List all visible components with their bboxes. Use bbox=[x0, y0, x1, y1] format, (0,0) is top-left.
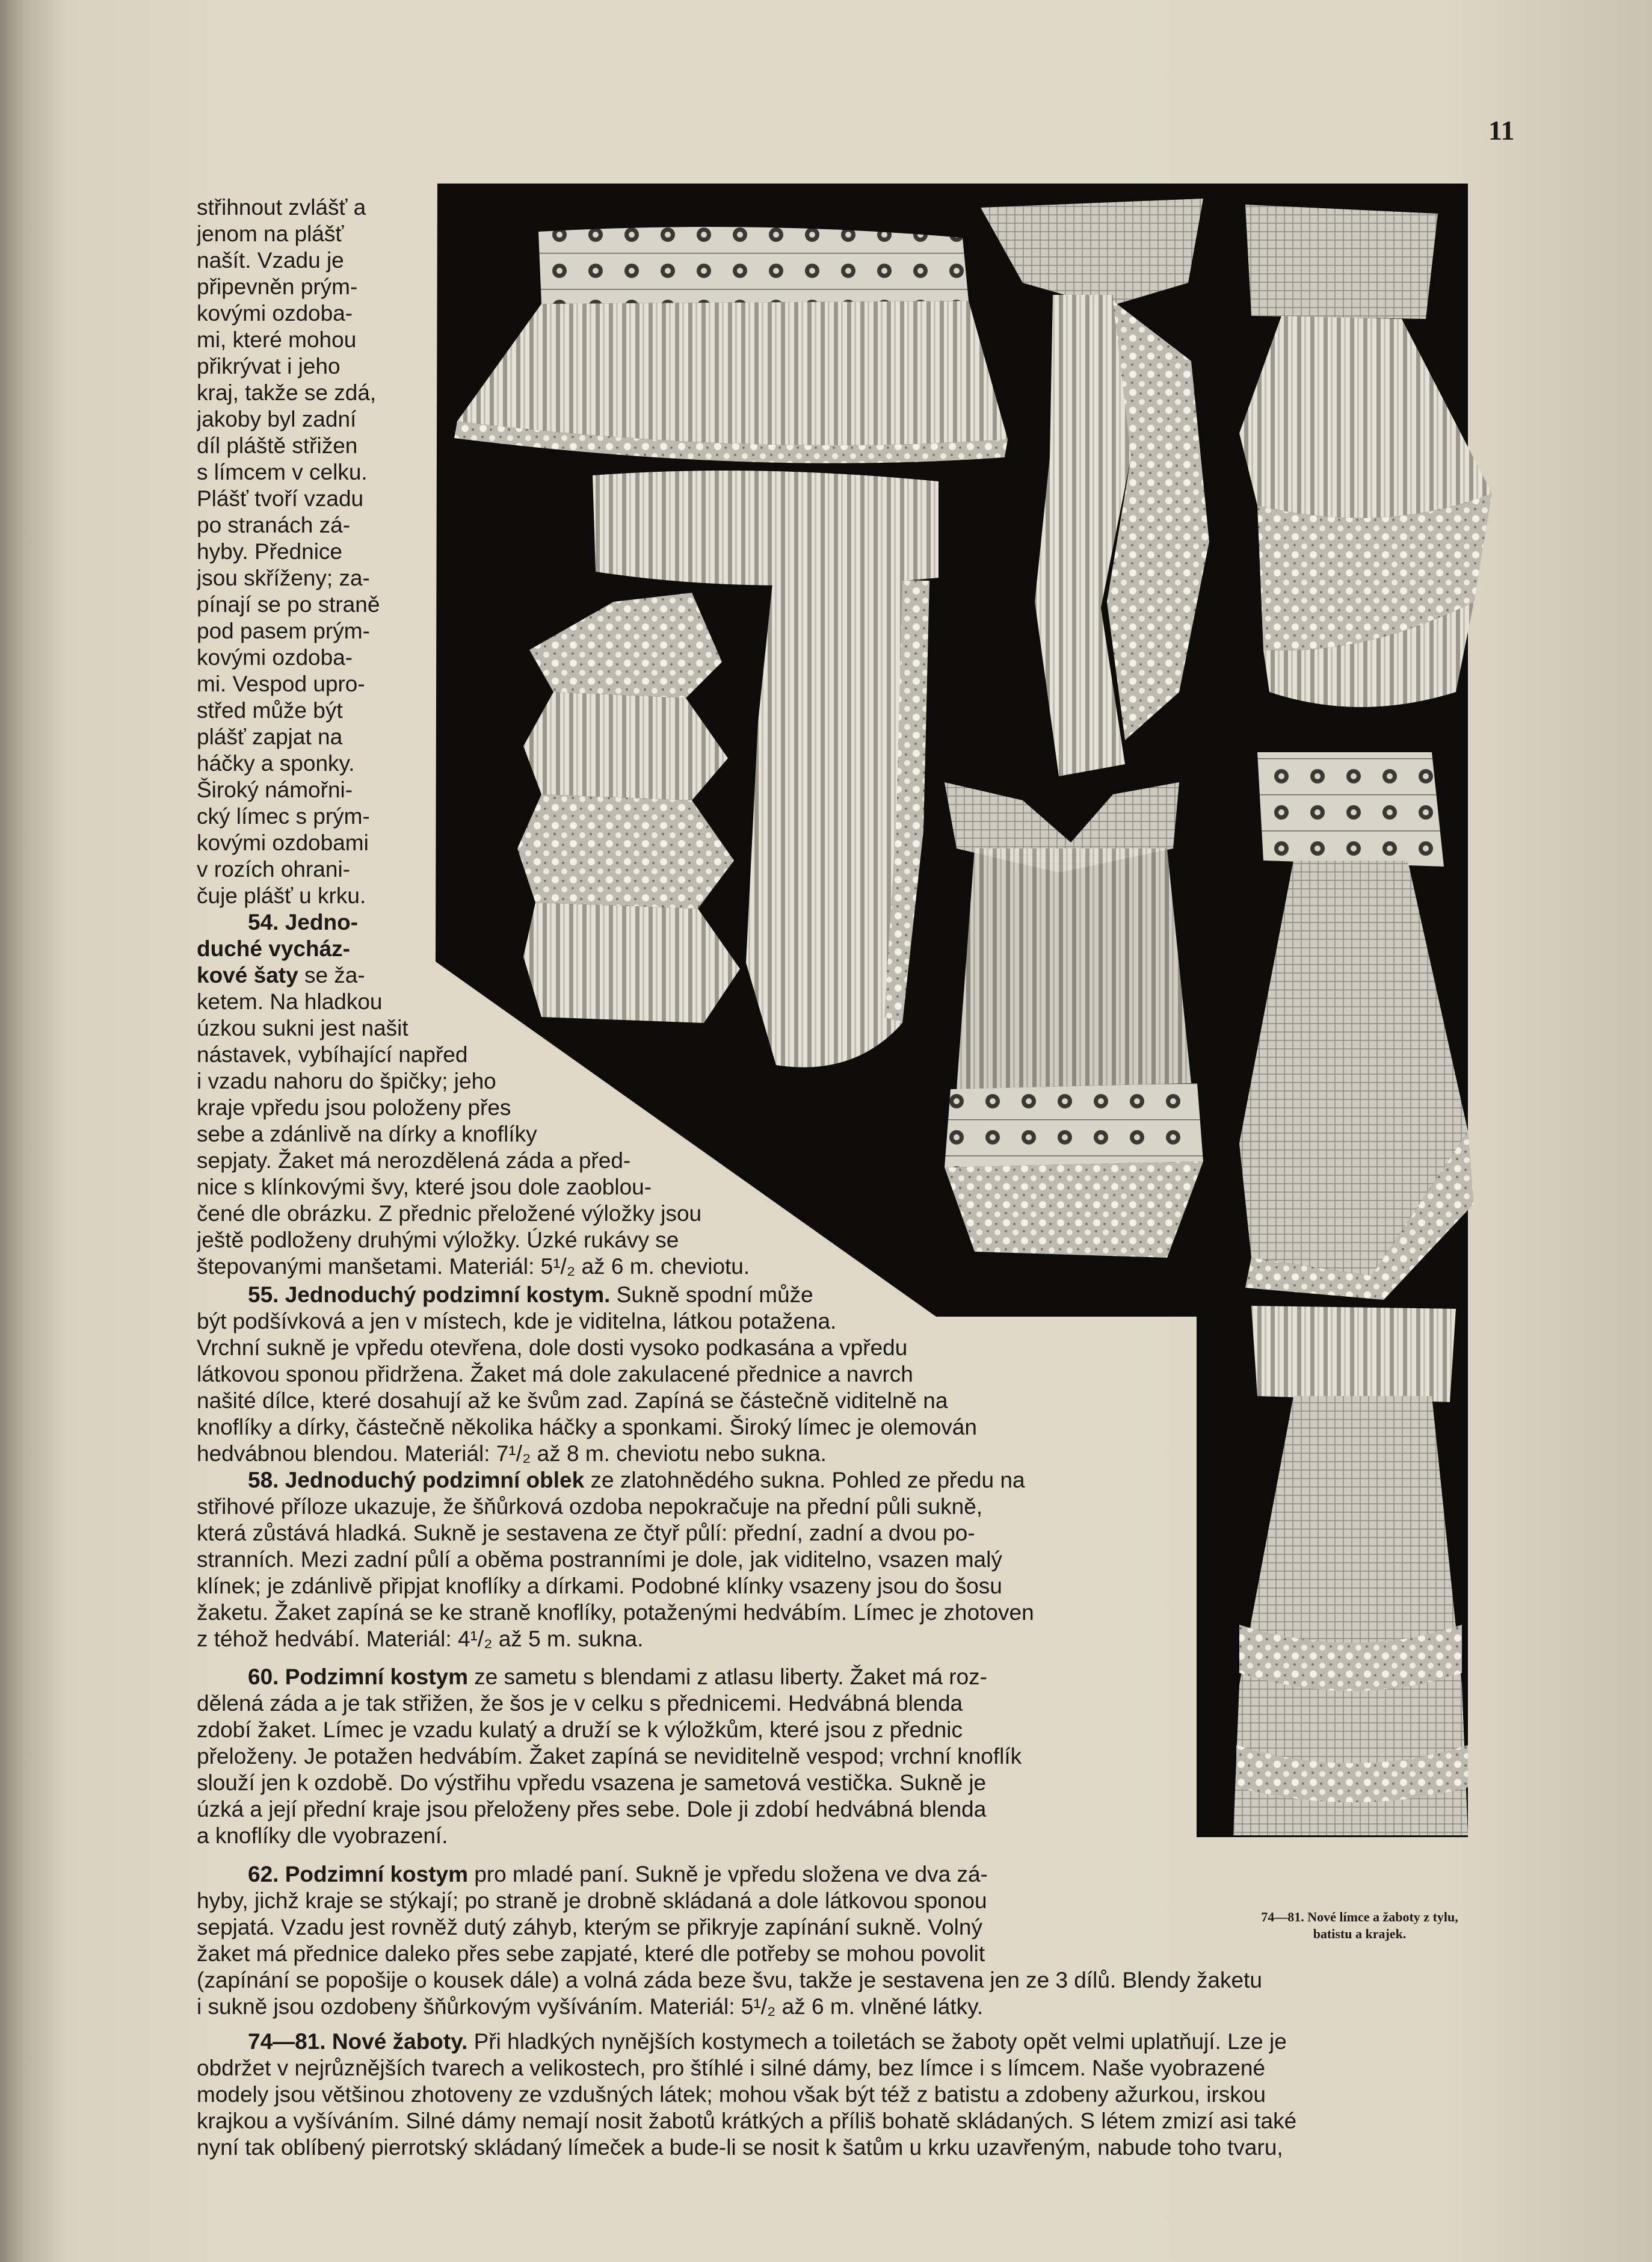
section-heading-line bbox=[248, 1861, 1198, 1888]
section-heading-line bbox=[248, 1664, 1198, 1691]
text-line: být podšívková a jen v místech, kde je viditelna, látkou potažena. bbox=[197, 1309, 837, 1333]
text-line: Široký námořni- bbox=[197, 777, 353, 802]
caption-line: batistu a krajek. bbox=[1313, 1926, 1407, 1941]
jabot-figure-79 bbox=[945, 782, 1203, 1258]
text-line: látkovou sponou přidržena. Žaket má dole zakulacené přednice a navrch bbox=[197, 1362, 913, 1386]
section-title: duché vycház- bbox=[197, 936, 350, 961]
text-line: úzkou sukni jest našit bbox=[197, 1016, 408, 1040]
text-line: čené dle obrázku. Z přednic přeložené výložky jsou bbox=[197, 1201, 702, 1226]
section-title: Jedno- bbox=[285, 910, 358, 935]
text-line: a knoflíky dle vyobrazení. bbox=[197, 1823, 448, 1848]
text-line: i vzadu nahoru do špičky; jeho bbox=[197, 1069, 496, 1093]
text-line: v rozích ohrani- bbox=[197, 857, 350, 882]
text-line: háčky a sponky. bbox=[197, 751, 355, 776]
text-line: střihnout zvlášť a bbox=[197, 195, 366, 220]
text-line: knoflíky a dírky, částečně několika háčky a sponkami. Široký límec je olemován bbox=[197, 1415, 977, 1439]
text-line: která zůstává hladká. Sukně je sestavena ze čtyř půlí: přední, zadní a dvou po- bbox=[197, 1521, 975, 1545]
section-number: 58. bbox=[248, 1468, 279, 1492]
section-number: 54. bbox=[248, 910, 279, 935]
section-number: 62. bbox=[248, 1862, 279, 1887]
section-heading-line bbox=[248, 2029, 1517, 2056]
text-line: jenom na plášť bbox=[197, 221, 344, 246]
text-line: ještě podloženy druhými výložky. Úzké rukávy se bbox=[197, 1228, 679, 1252]
text-line: nástavek, vybíhající napřed bbox=[197, 1042, 468, 1067]
text-line: našité dílce, které dosahují až ke švům zad. Zapíná se částečně viditelně na bbox=[197, 1388, 948, 1413]
text-line: i sukně jsou ozdobeny šňůrkovým vyšíváním. Materiál: 5¹/₂ až 6 m. vlněné látky. bbox=[197, 1994, 984, 2019]
text-line: Sukně spodní může bbox=[610, 1282, 813, 1307]
text-line: pro mladé paní. Sukně je vpředu složena ve dva zá- bbox=[468, 1862, 988, 1887]
section-number: 55. bbox=[248, 1282, 279, 1307]
text-line: kovými ozdoba- bbox=[197, 301, 353, 326]
text-line: střed může být bbox=[197, 698, 343, 723]
text-line: ze zlatohnědého sukna. Pohled ze předu na bbox=[584, 1468, 1025, 1492]
text-line: štepovanými manšetami. Materiál: 5¹/₂ až 6 m. cheviotu. bbox=[197, 1254, 750, 1279]
section-number: 74—81. bbox=[248, 2029, 326, 2054]
text-line: ketem. Na hladkou bbox=[197, 989, 383, 1014]
text-line: zdobí žaket. Límec je vzadu kulatý a druží se k výložkům, které jsou z přednic bbox=[197, 1717, 963, 1742]
text-line: kovými ozdoba- bbox=[197, 645, 353, 670]
text-line: kraj, takže se zdá, bbox=[197, 380, 377, 405]
section-title: Nové žaboty. bbox=[331, 2029, 468, 2054]
text-line: přikrývat i jeho bbox=[197, 354, 341, 379]
figure-caption bbox=[1197, 1909, 1522, 1942]
text-line: po stranách zá- bbox=[197, 513, 351, 537]
section-number: 60. bbox=[248, 1664, 279, 1689]
text-line: krajkou a vyšíváním. Silné dámy nemají nosit žabotů krátkých a příliš bohatě skládaných. S létem zmizí asi také bbox=[197, 2109, 1297, 2133]
text-line: hedvábnou blendou. Materiál: 7¹/₂ až 8 m. cheviotu nebo sukna. bbox=[197, 1441, 827, 1466]
text-line: stranních. Mezi zadní půlí a oběma postranními je dole, jak viditelno, vsazen malý bbox=[197, 1547, 1002, 1572]
text-line: úzká a její přední kraje jsou přeloženy přes sebe. Dole ji zdobí hedvábná blenda bbox=[197, 1797, 987, 1822]
section-heading-line bbox=[248, 1282, 1150, 1309]
text-line: plášť zapjat na bbox=[197, 725, 343, 749]
text-line: se ža- bbox=[298, 963, 365, 987]
text-line: přeloženy. Je potažen hedvábím. Žaket zapíná se neviditelně vespod; vrchní knoflík bbox=[197, 1744, 1022, 1769]
text-line: Při hladkých nynějších kostymech a toiletách se žaboty opět velmi uplatňují. Lze je bbox=[467, 2029, 1287, 2054]
text-line: díl pláště střižen bbox=[197, 433, 358, 458]
text-line: obdržet v nejrůznějších tvarech a velikostech, pro štíhlé i silné dámy, bez límce i s límcem. Naše vyobrazené bbox=[197, 2056, 1266, 2080]
text-line: našít. Vzadu je bbox=[197, 248, 344, 273]
text-line: z téhož hedvábí. Materiál: 4¹/₂ až 5 m. sukna. bbox=[197, 1627, 644, 1651]
section-title: Jednoduchý podzimní oblek bbox=[285, 1468, 585, 1492]
text-line: jsou skříženy; za- bbox=[197, 566, 370, 590]
text-line: sepjatá. Vzadu jest rovněž dutý záhyb, kterým se přikryje zapínání sukně. Volný bbox=[197, 1915, 982, 1939]
text-line: žaket má přednice daleko přes sebe zapjaté, které dle potřeby se mohou povolit bbox=[197, 1941, 985, 1966]
text-line: Vrchní sukně je vpředu otevřena, dole dosti vysoko podkasána a vpředu bbox=[197, 1335, 908, 1360]
text-line: pínají se po straně bbox=[197, 592, 380, 617]
text-line: slouží jen k ozdobě. Do výstřihu vpředu vsazena je sametová vestička. Sukně je bbox=[197, 1770, 987, 1795]
section-heading-line bbox=[248, 909, 410, 936]
jabot-figure-80 bbox=[1239, 752, 1474, 1300]
text-line: jakoby byl zadní bbox=[197, 407, 357, 431]
text-line: hyby. Přednice bbox=[197, 539, 342, 564]
caption-line: 74—81. Nové límce a žaboty z tylu, bbox=[1261, 1909, 1458, 1924]
text-line: hyby, jichž kraje se stýkají; po straně je drobně skládaná a dole látkovou sponou bbox=[197, 1888, 987, 1913]
text-line: mi, které mohou bbox=[197, 327, 357, 352]
page-number: 11 bbox=[1488, 115, 1515, 146]
section-title: Podzimní kostym bbox=[285, 1862, 468, 1887]
text-line: modely jsou většinou zhotoveny ze vzdušných látek; mohou však být též z batistu a zdobeny ažurkou, irskou bbox=[197, 2082, 1266, 2107]
section-title: Podzimní kostym bbox=[285, 1664, 468, 1689]
section-title: Jednoduchý podzimní kostym. bbox=[285, 1282, 611, 1307]
text-line: cký límec s prým- bbox=[197, 804, 370, 829]
text-line: čuje plášť u krku. bbox=[197, 883, 366, 908]
text-line: mi. Vespod upro- bbox=[197, 672, 365, 696]
text-line: nice s klínkovými švy, které jsou dole zaoblou- bbox=[197, 1175, 652, 1199]
text-line: kovými ozdobami bbox=[197, 830, 369, 855]
text-line: sepjaty. Žaket má nerozdělená záda a před- bbox=[197, 1148, 631, 1173]
text-line: dělená záda a je tak střižen, že šos je v celku s přednicemi. Hedvábná blenda bbox=[197, 1691, 963, 1716]
text-line: s límcem v celku. bbox=[197, 460, 368, 484]
text-line: střihové příloze ukazuje, že šňůrková ozdoba nepokračuje na přední půli sukně, bbox=[197, 1494, 983, 1519]
text-line: nyní tak oblíbený pierrotský skládaný límeček a bude-li se nosit k šatům u krku uzavřeným, nabude toho tvaru, bbox=[197, 2135, 1283, 2160]
text-line: kraje vpředu jsou položeny přes bbox=[197, 1095, 511, 1120]
text-line: žaketu. Žaket zapíná se ke straně knoflíky, potaženými hedvábím. Límec je zhotoven bbox=[197, 1600, 1034, 1625]
text-line: (zapínání se popošije o kousek dále) a volná záda beze švu, takže je sestavena jen ze 3 dílů. Blendy žaketu bbox=[197, 1968, 1262, 1992]
text-line: klínek; je zdánlivě připjat knoflíky a dírkami. Podobné klínky vsazeny jsou do šosu bbox=[197, 1574, 1002, 1598]
section-title: kové šaty bbox=[197, 963, 298, 987]
text-line: pod pasem prým- bbox=[197, 619, 370, 643]
section-heading-line bbox=[248, 1467, 1210, 1494]
text-line: připevněn prým- bbox=[197, 274, 358, 299]
jabot-figure-81 bbox=[1233, 1306, 1468, 1835]
text-line: Plášť tvoří vzadu bbox=[197, 486, 364, 511]
text-line: ze sametu s blendami z atlasu liberty. Žaket má roz- bbox=[468, 1664, 987, 1689]
section-heading-line bbox=[197, 962, 425, 989]
text-line: sebe a zdánlivě na dírky a knoflíky bbox=[197, 1122, 537, 1146]
